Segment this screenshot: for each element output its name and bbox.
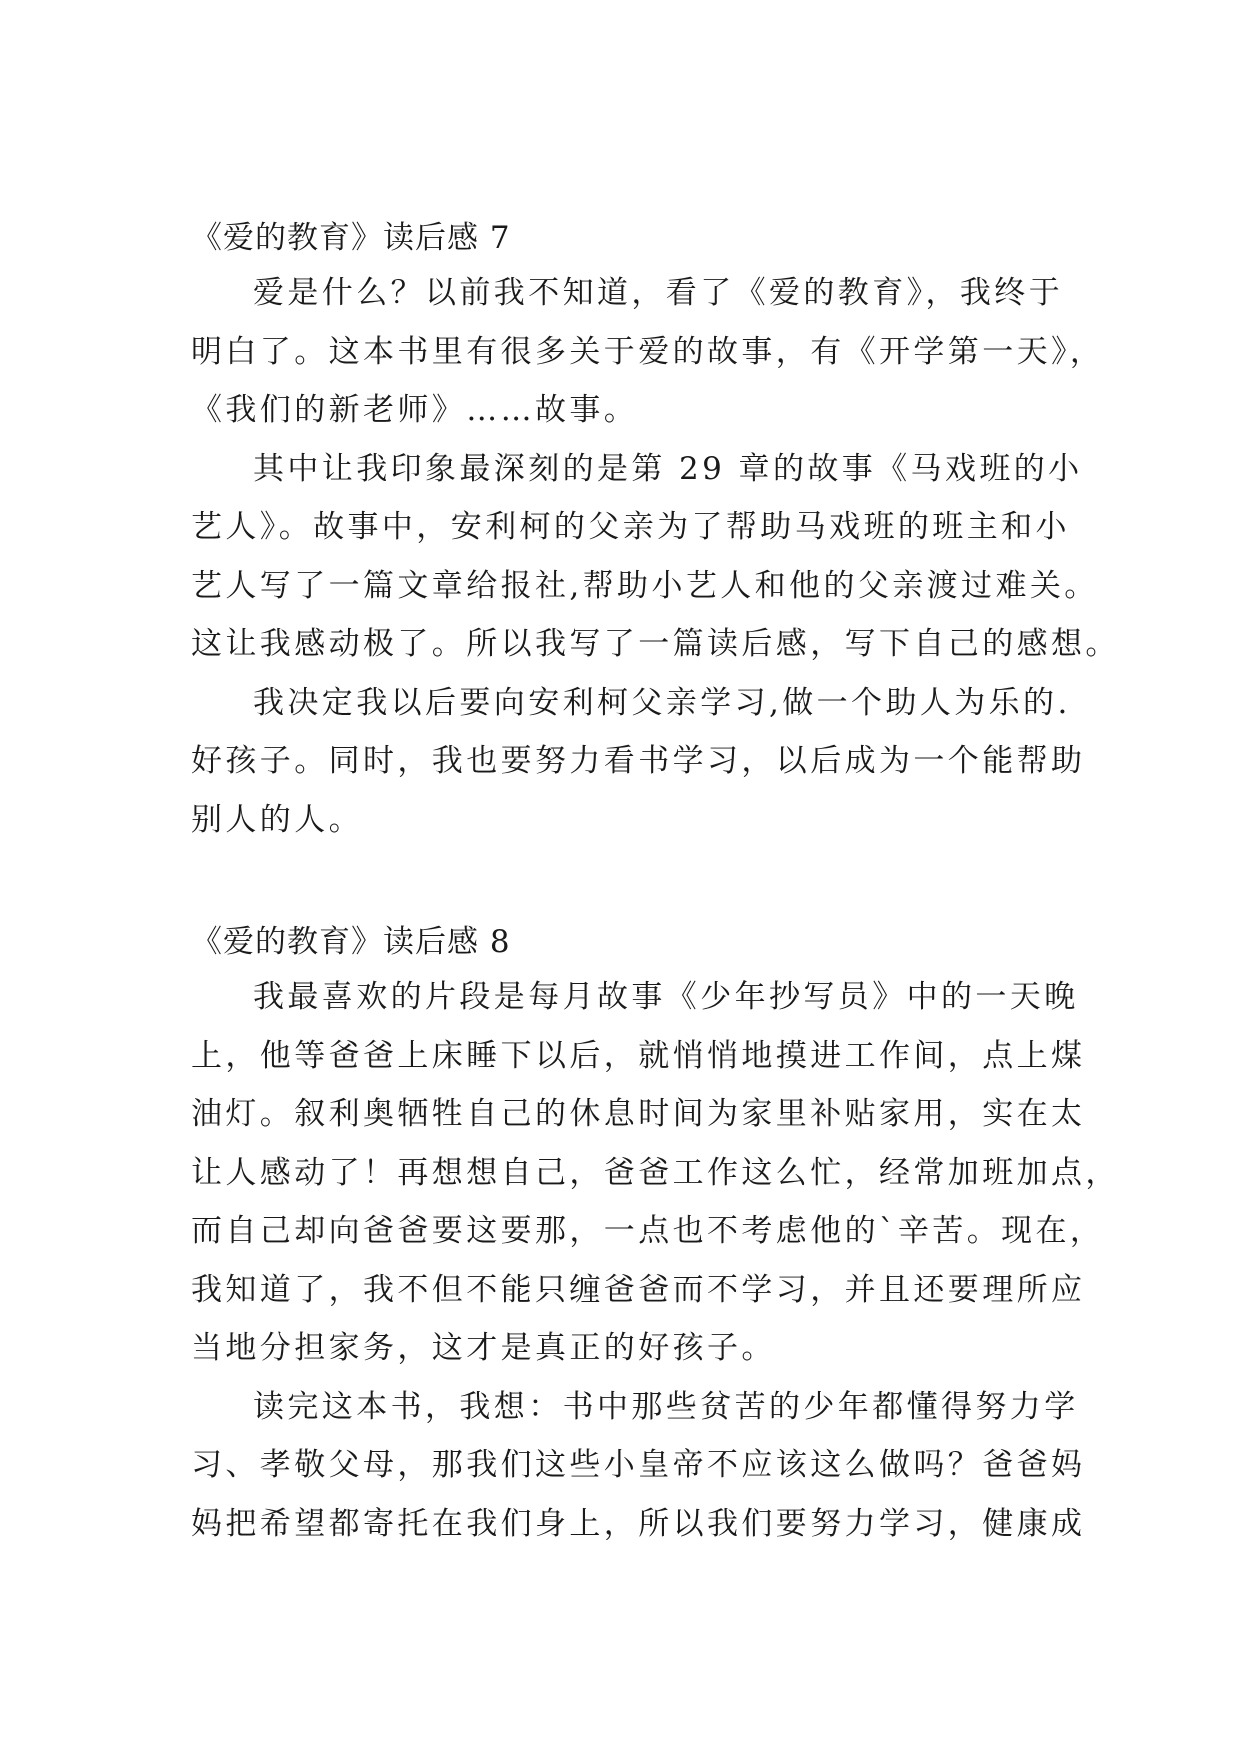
text-line: 读完这本书，我想：书中那些贫苦的少年都懂得努力学 bbox=[253, 1388, 1079, 1425]
paragraph bbox=[191, 440, 1120, 674]
section-heading: 《爱的教育》读后感 7 bbox=[191, 220, 511, 256]
text-line: 别人的人。 bbox=[191, 801, 363, 838]
text-line: 上，他等爸爸上床睡下以后，就悄悄地摸进工作间，点上煤 bbox=[191, 1037, 1086, 1074]
section-heading: 《爱的教育》读后感 8 bbox=[191, 924, 511, 960]
text-line: 其中让我印象最深刻的是第 29 章的故事《马戏班的小 bbox=[253, 450, 1083, 487]
essay-section-7 bbox=[191, 212, 1120, 849]
text-line: 当地分担家务，这才是真正的好孩子。 bbox=[191, 1330, 776, 1366]
text-line: 而自己却向爸爸要这要那，一点也不考虑他的`辛苦。现在， bbox=[191, 1213, 1105, 1249]
text-line: 让人感动了！再想想自己，爸爸工作这么忙，经常加班加点， bbox=[191, 1154, 1120, 1191]
text-line: 油灯。叙利奥牺牲自己的休息时间为家里补贴家用，实在太 bbox=[191, 1096, 1086, 1132]
paragraph bbox=[191, 674, 1086, 850]
essay-section-8 bbox=[191, 916, 1120, 1553]
paragraph bbox=[191, 1378, 1086, 1554]
text-line: 好孩子。同时，我也要努力看书学习，以后成为一个能帮助 bbox=[191, 743, 1086, 779]
text-line: 我决定我以后要向安利柯父亲学习,做一个助人为乐的. bbox=[253, 684, 1071, 721]
text-line: 我知道了，我不但不能只缠爸爸而不学习，并且还要理所应 bbox=[191, 1271, 1086, 1308]
text-line: 《我们的新老师》……故事。 bbox=[191, 392, 639, 428]
text-line: 妈把希望都寄托在我们身上，所以我们要努力学习，健康成 bbox=[191, 1505, 1086, 1542]
paragraph bbox=[191, 264, 1105, 440]
text-line: 习、孝敬父母，那我们这些小皇帝不应该这么做吗？爸爸妈 bbox=[191, 1447, 1086, 1483]
paragraph bbox=[191, 968, 1120, 1378]
text-line: 艺人写了一篇文章给报社,帮助小艺人和他的父亲渡过难关。 bbox=[191, 567, 1099, 604]
text-line: 我最喜欢的片段是每月故事《少年抄写员》中的一天晚 bbox=[253, 979, 1079, 1015]
text-line: 这让我感动极了。所以我写了一篇读后感，写下自己的感想。 bbox=[191, 626, 1120, 662]
text-line: 艺人》。故事中，安利柯的父亲为了帮助马戏班的班主和小 bbox=[191, 509, 1070, 545]
text-line: 爱是什么？以前我不知道，看了《爱的教育》，我终于 bbox=[253, 275, 1064, 311]
text-line: 明白了。这本书里有很多关于爱的故事，有《开学第一天》， bbox=[191, 333, 1105, 370]
